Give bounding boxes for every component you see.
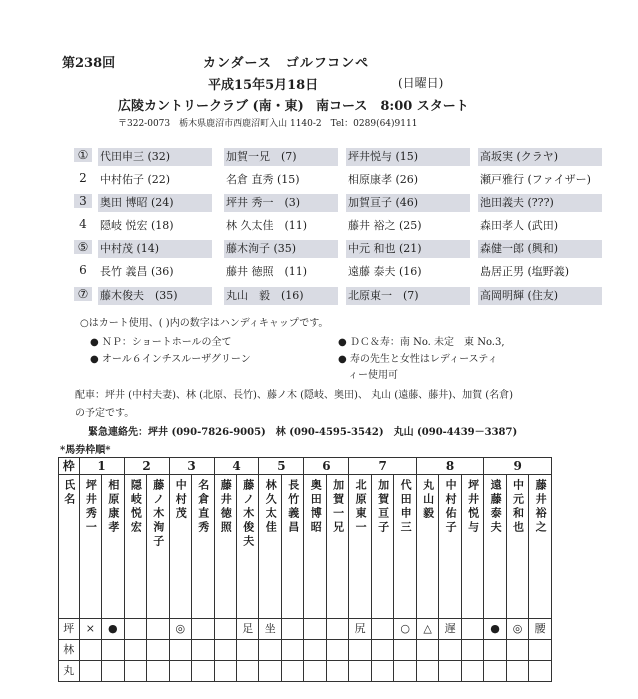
player: 瀬戸雅行 (ファイザー) (480, 173, 591, 186)
entrant-name: 林久太佳 (264, 479, 278, 535)
player: 加賀一兄 (7) (224, 148, 338, 166)
player: 北原東一 (7) (346, 287, 470, 305)
entrant-name: 長竹義昌 (286, 479, 300, 535)
bet-row (59, 661, 552, 682)
bet-row (59, 640, 552, 661)
player: 隠岐 悦宏 (18) (100, 219, 174, 232)
group-number: ⑦ (74, 287, 92, 301)
through-green-note: ● オール６インチスルーザグリーン (90, 354, 251, 365)
entrant-name: 坪井悦与 (466, 479, 480, 535)
player: 池田義夫 (???) (478, 194, 602, 212)
player: 島居正男 (塩野義) (480, 265, 570, 278)
player: 坪井悦与 (15) (346, 148, 470, 166)
player: 高岡明輝 (住友) (478, 287, 602, 305)
player: 代田申三 (32) (98, 148, 212, 166)
bet-mark (124, 619, 146, 640)
np-note: ● ＮＰ：ショートホールの全て (90, 337, 232, 348)
group-row (70, 171, 600, 189)
bet-mark (214, 619, 236, 640)
group-number: 3 (74, 194, 92, 208)
player: 加賀亘子 (46) (346, 194, 470, 212)
player: 中村佑子 (22) (100, 173, 171, 186)
bet-mark (147, 619, 169, 640)
bet-mark: 坐 (259, 619, 281, 640)
bet-mark (461, 619, 483, 640)
group-row (70, 148, 600, 166)
frame-number: 9 (484, 458, 552, 475)
frame-number: 1 (79, 458, 124, 475)
event-title: カンダース ゴルフコンペ (203, 56, 370, 71)
event-day: (日曜日) (398, 76, 444, 90)
club-address: 〒322-0073 栃木県鹿沼市西鹿沼町入山 1140-2 Tel：0289(64)9111 (118, 119, 418, 129)
frame-number: 6 (304, 458, 349, 475)
bet-mark (304, 619, 326, 640)
cart-note: ○はカート使用、( )内の数字はハンディキャップです。 (80, 318, 329, 329)
frame-number: 8 (416, 458, 483, 475)
car-assignment: 配車：坪井 (中村夫妻)、林 (北原、長竹)、藤ノ木 (隠岐、奥田)、 丸山 (遠藤、藤井)、加賀 (名倉) (75, 390, 514, 401)
frame-number: 3 (169, 458, 214, 475)
bet-mark: ● (102, 619, 124, 640)
entrant-name: 隠岐悦宏 (129, 479, 143, 535)
player: 森田孝人 (武田) (480, 219, 559, 232)
group-row (70, 194, 600, 212)
bet-mark (192, 619, 214, 640)
player: 藤木俊夫 (35) (98, 287, 212, 305)
entrant-name: 丸山毅 (421, 479, 435, 521)
group-number: ① (74, 148, 92, 162)
group-number: 2 (79, 171, 87, 185)
player: 丸山 毅 (16) (224, 287, 338, 305)
player: 森健一郎 (興和) (478, 240, 602, 258)
bet-mark: ● (484, 619, 506, 640)
group-row (70, 263, 600, 281)
course-start: 南コース 8:00 スタート (316, 99, 469, 114)
bettor-label: 坪 (59, 619, 80, 640)
name-label: 氏名 (62, 479, 76, 507)
names-row (59, 475, 552, 619)
entrant-name: 名倉直秀 (196, 479, 210, 535)
player: 名倉 直秀 (15) (226, 173, 300, 186)
entrant-name: 中元和也 (511, 479, 525, 535)
group-row (70, 217, 600, 235)
bet-mark: 足 (237, 619, 259, 640)
player: 相原康孝 (26) (348, 173, 419, 186)
entrant-name: 藤ノ木洵子 (151, 479, 165, 549)
frame-number: 2 (124, 458, 169, 475)
player: 長竹 義昌 (36) (100, 265, 174, 278)
entrant-name: 奥田博昭 (309, 479, 323, 535)
player: 藤井 徳照 (11) (226, 265, 308, 278)
player: 坪井 秀一 (3) (224, 194, 338, 212)
bet-row (59, 619, 552, 640)
group-number: 6 (79, 263, 87, 277)
player: 藤井 裕之 (25) (348, 219, 422, 232)
baken-heading: *馬券枠順* (60, 445, 111, 456)
bet-mark: 腰 (529, 619, 552, 640)
entrant-name: 相原康孝 (106, 479, 120, 535)
group-row (70, 287, 600, 305)
entrant-name: 遠藤泰夫 (489, 479, 503, 535)
bet-mark: △ (416, 619, 438, 640)
entrant-name: 中村茂 (174, 479, 188, 521)
entrant-name: 坪井秀一 (84, 479, 98, 535)
bet-mark (326, 619, 348, 640)
entrant-name: 藤ノ木俊夫 (241, 479, 255, 549)
player: 中元 和也 (21) (346, 240, 470, 258)
frame-label: 枠 (59, 458, 80, 475)
frame-number: 7 (349, 458, 416, 475)
entrant-name: 藤井裕之 (534, 479, 548, 535)
frame-number: 4 (214, 458, 259, 475)
bet-mark: ○ (394, 619, 416, 640)
bet-mark: × (79, 619, 101, 640)
event-date: 平成15年5月18日 (208, 78, 319, 93)
car-assignment-cont: の予定です。 (75, 408, 135, 419)
entrant-name: 代田申三 (399, 479, 413, 535)
bet-mark: ◎ (169, 619, 191, 640)
player: 高坂実 (クラヤ) (478, 148, 602, 166)
entrant-name: 加賀一兄 (331, 479, 345, 535)
ladies-note: ● 寿の先生と女性はレディースティ (338, 354, 498, 365)
baken-table (58, 457, 552, 682)
bet-mark (371, 619, 393, 640)
club-name: 広陵カントリークラブ (南・東) (118, 99, 304, 114)
player: 奥田 博昭 (24) (98, 194, 212, 212)
dc-note: ● ＤＣ＆寿：南 No. 未定 東 No.3, (338, 337, 505, 348)
bettor-label: 林 (59, 640, 80, 661)
bet-mark: 遅 (439, 619, 461, 640)
emergency-contact: 緊急連絡先：坪井 (090-7826-9005) 林 (090-4595-3542) 丸山 (090-4439－3387) (88, 427, 518, 438)
entrant-name: 中村佑子 (444, 479, 458, 535)
group-number: 4 (79, 217, 87, 231)
entrant-name: 藤井徳照 (219, 479, 233, 535)
bet-mark: ◎ (506, 619, 528, 640)
bet-mark (281, 619, 303, 640)
group-row (70, 240, 600, 258)
player: 遠藤 泰夫 (16) (348, 265, 422, 278)
group-number: ⑤ (74, 240, 92, 254)
player: 中村茂 (14) (98, 240, 212, 258)
frame-row (59, 458, 552, 475)
player: 林 久太佳 (11) (226, 219, 308, 232)
bet-mark: 尻 (349, 619, 371, 640)
entrant-name: 加賀亘子 (376, 479, 390, 535)
ladies-note-cont: ィー使用可 (348, 370, 398, 381)
entrant-name: 北原東一 (354, 479, 368, 535)
round-number: 第238回 (62, 56, 116, 71)
player: 藤木洵子 (35) (224, 240, 338, 258)
bettor-label: 丸 (59, 661, 80, 682)
frame-number: 5 (259, 458, 304, 475)
